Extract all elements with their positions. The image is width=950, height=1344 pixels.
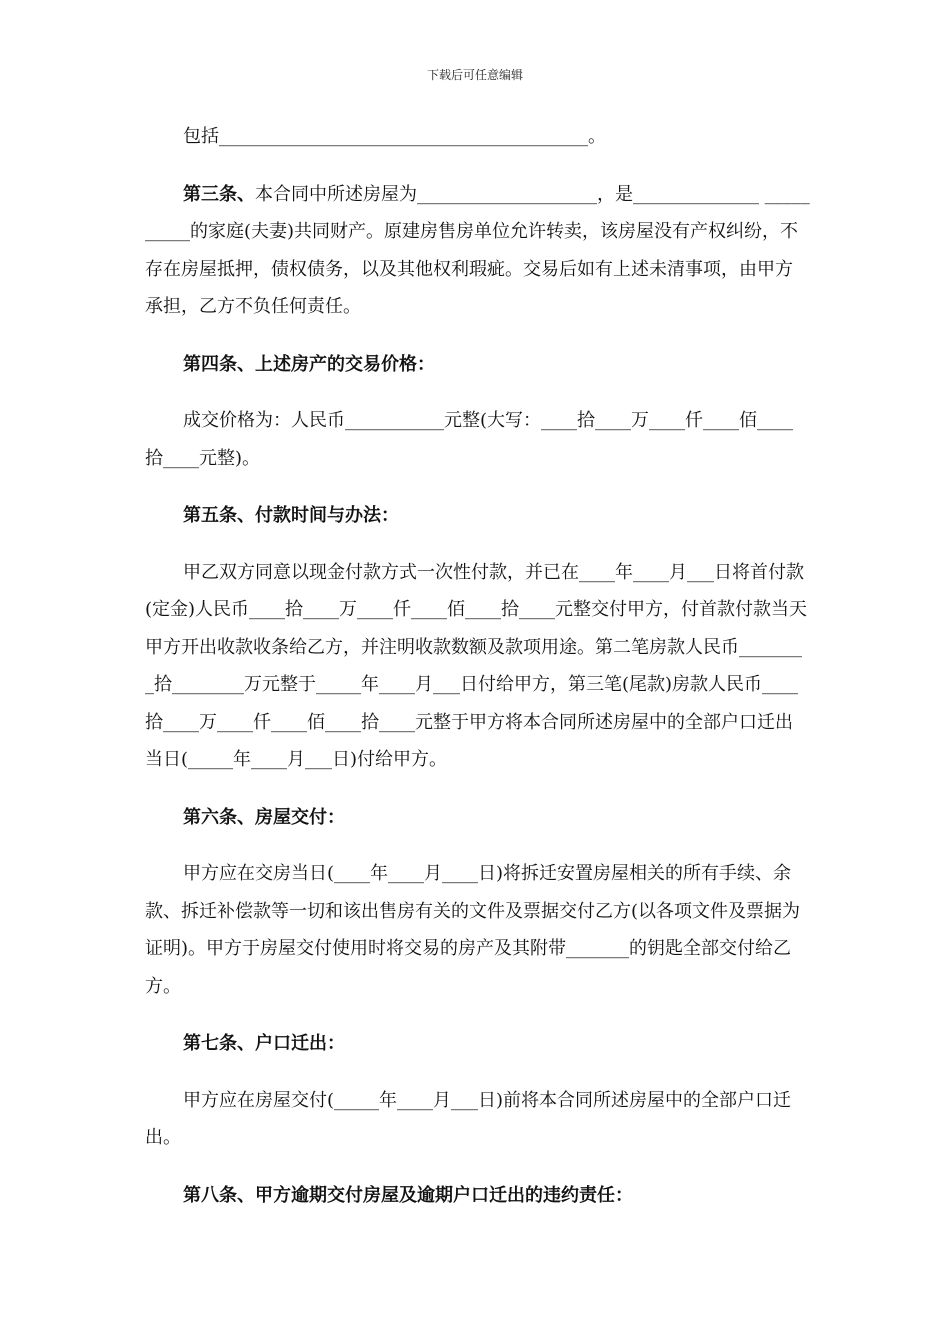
article-4-text: 成交价格为：人民币___________元整(大写：____拾____万____仟____佰____拾____元整)。 — [145, 410, 794, 469]
article-8-title: 第八条、甲方逾期交付房屋及逾期户口迁出的违约责任： — [183, 1184, 633, 1206]
article-3 — [145, 176, 810, 326]
article-7-title: 第七条、户口迁出： — [183, 1033, 345, 1054]
article-5-title: 第五条、付款时间与办法： — [183, 505, 399, 526]
article-7-text: 甲方应在房屋交付(_____年____月___日)前将本合同所述房屋中的全部户口迁出。 — [145, 1089, 792, 1148]
page-header-note: 下载后可任意编辑 — [426, 68, 523, 82]
article-4-title: 第四条、上述房产的交易价格： — [183, 353, 435, 375]
article-6-text: 甲方应在交房当日(____年____月____日)将拆迁安置房屋相关的所有手续、余款、拆迁补偿款等一切和该出售房有关的文件及票据交付乙方(以各项文件及票据为证明)。甲方于房屋交付使用时将交易的房产及其附带_______的钥匙全部交付给乙方。 — [145, 863, 801, 997]
article-5-text: 甲乙双方同意以现金付款方式一次性付款，并已在____年____月___日将首付款(定金)人民币____拾____万____仟____佰____拾____元整交付甲方，付首款付款当天甲方开出收款收条给乙方，并注明收款数额及款项用途。第二笔房款人民币________拾________万元整于_____年____月___日付给甲方，第三笔(尾款)房款人民币____拾____万____仟____佰____拾____元整于甲方将本合同所述房屋中的全部户口迁出当日(_____年____月___日)付给甲方。 — [145, 561, 808, 770]
article-3-title: 第三条、 — [183, 183, 255, 205]
article-6-title: 第六条、房屋交付： — [183, 806, 345, 828]
paragraph-includes: 包括_________________________________________。 — [183, 126, 606, 147]
document-body — [145, 118, 810, 1214]
article-3-text: 本合同中所述房屋为____________________，是______________ __________的家庭(夫妻)共同财产。原建房售房单位允许转卖，该房屋没有产权纠纷，不存在房屋抵押，债权债务，以及其他权利瑕疵。交易后如有上述未清事项，由甲方承担，乙方不负任何责任。 — [145, 183, 810, 317]
